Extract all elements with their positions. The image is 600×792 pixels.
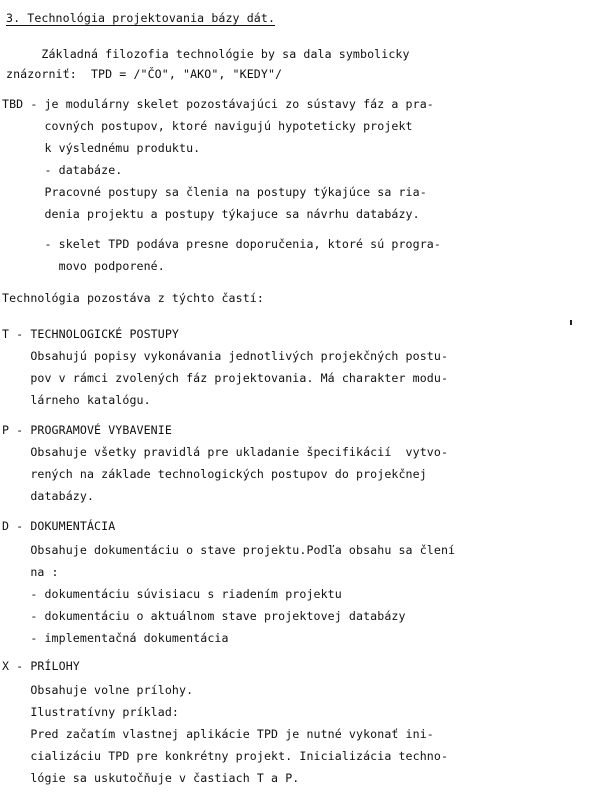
tbd-line-6: denia projektu a postupy týkajuce sa návrhu databázy. <box>2 207 420 221</box>
page-title: 3. Technológia projektovania bázy dát. <box>6 11 276 25</box>
section-p-heading: P - PROGRAMOVÉ VYBAVENIE <box>2 423 172 437</box>
section-d-bullet-2: - dokumentáciu o aktuálnom stave projektovej databázy <box>2 609 406 623</box>
section-x-heading: X - PRÍLOHY <box>2 659 80 673</box>
tbd-line-3: k výslednému produktu. <box>2 141 201 155</box>
section-d-heading: D - DOKUMENTÁCIA <box>2 519 116 533</box>
section-x-line-3: Pred začatím vlastnej aplikácie TPD je nutné vykonať ini- <box>2 727 434 741</box>
section-x-line-2: Ilustratívny príklad: <box>2 705 180 719</box>
tbd-line-2: covných postupov, ktoré navigujú hypoteticky projekt <box>2 119 413 133</box>
section-d-bullet-3: - implementačná dokumentácia <box>2 631 229 645</box>
section-d-line-2: na : <box>2 565 59 579</box>
section-t-line-1: Obsahujú popisy vykonávania jednotlivých projekčných postu- <box>2 349 449 363</box>
section-t-heading: T - TECHNOLOGICKÉ POSTUPY <box>2 327 180 341</box>
tbd-line-8: movo podporené. <box>2 259 165 273</box>
section-p-line-2: rených na základe technologických postupov do projekčnej <box>2 467 427 481</box>
tbd-line-5: Pracovné postupy sa členia na postupy týkajúce sa ria- <box>2 185 427 199</box>
tbd-line-7: - skelet TPD podáva presne doporučenia, ktoré sú progra- <box>2 237 441 251</box>
section-t-line-2: pov v rámci zvolených fáz projektovania. Má charakter modu- <box>2 371 449 385</box>
section-x-line-1: Obsahuje volne prílohy. <box>2 683 194 697</box>
tbd-line-1: TBD - je modulárny skelet pozostávajúci zo sústavy fáz a pra- <box>2 97 434 111</box>
ink-speck <box>570 320 572 325</box>
section-d-bullet-1: - dokumentáciu súvisiacu s riadením projektu <box>2 587 342 601</box>
section-x-line-4: cializáciu TPD pre konkrétny projekt. Inicializácia techno- <box>2 749 449 763</box>
intro-line-1: Základná filozofia technológie by sa dala symbolicky <box>6 47 410 61</box>
section-t-line-3: lárneho katalógu. <box>2 393 151 407</box>
intro-line-2: znázorniť: TPD = /"ČO", "AKO", "KEDY"/ <box>6 67 283 81</box>
parts-intro: Technológia pozostáva z týchto častí: <box>2 291 264 305</box>
section-d-line-1: Obsahuje dokumentáciu o stave projektu.Podľa obsahu sa člení <box>2 543 456 557</box>
section-x-line-5: lógie sa uskutočňuje v častiach T a P. <box>2 771 300 785</box>
section-p-line-3: databázy. <box>2 489 95 503</box>
section-p-line-1: Obsahuje všetky pravidlá pre ukladanie špecifikácií vytvo- <box>2 445 449 459</box>
tbd-line-4: - databáze. <box>2 163 123 177</box>
